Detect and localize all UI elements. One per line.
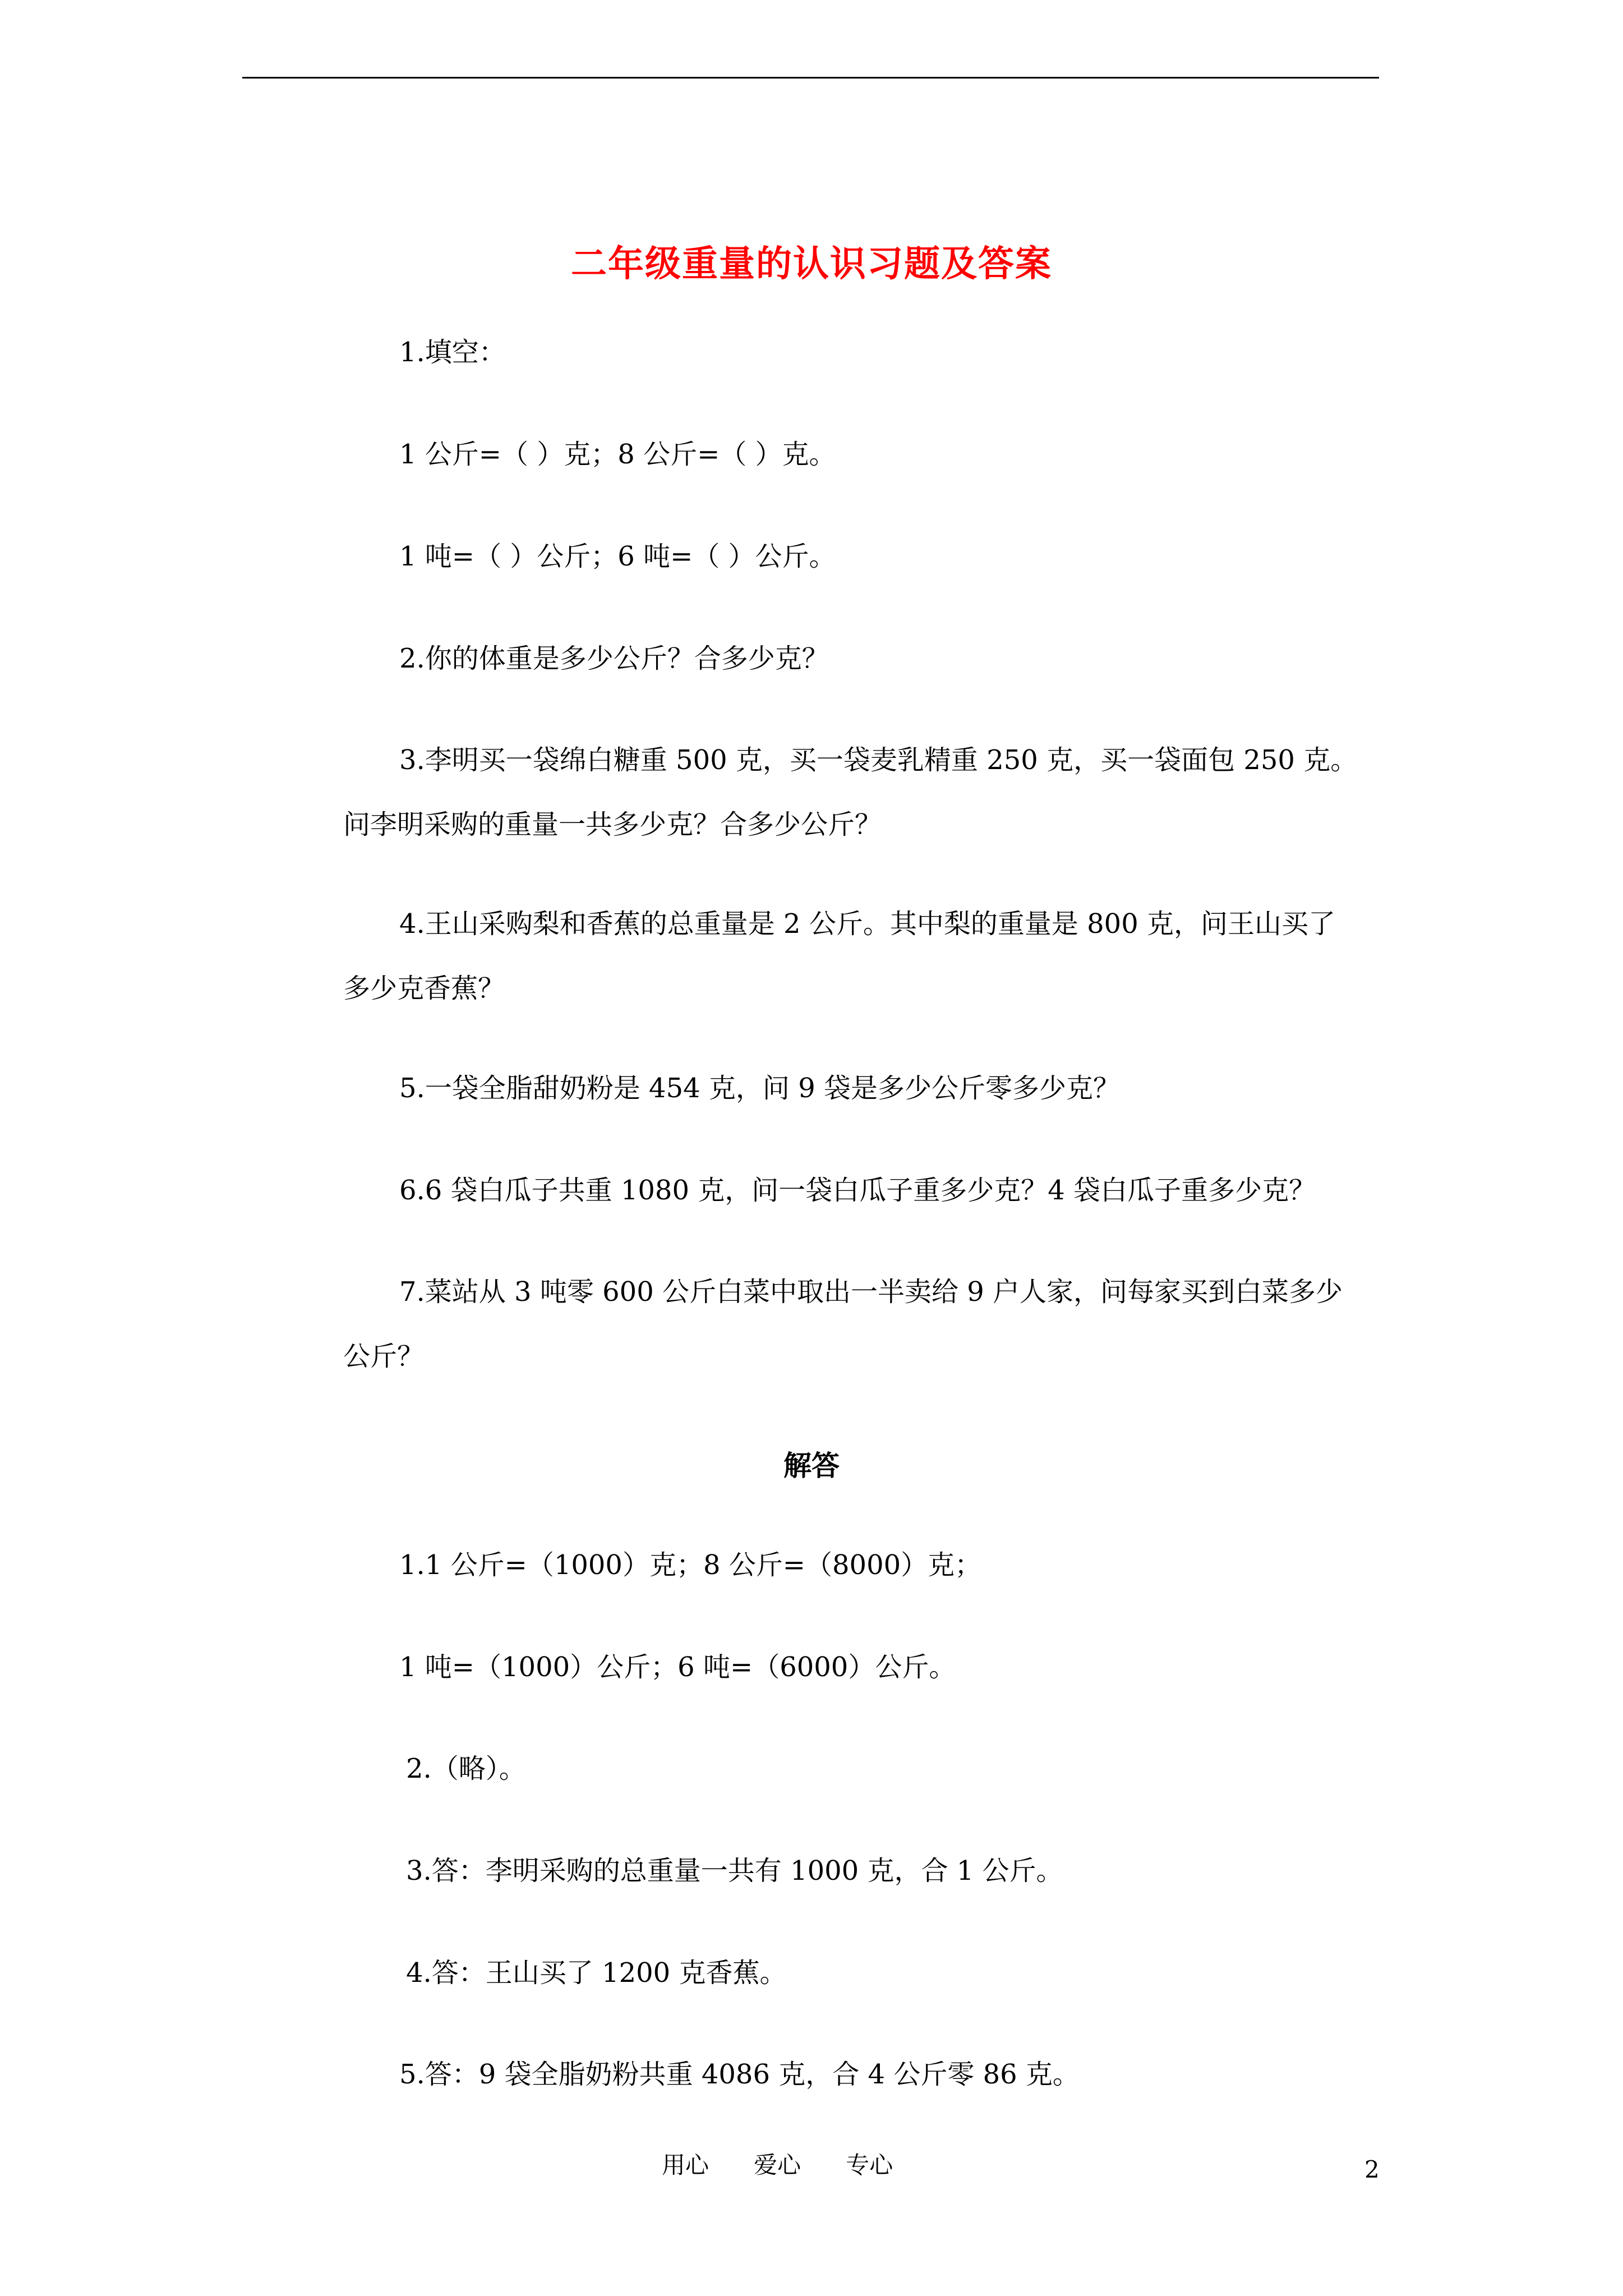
page-number: 2	[1364, 2156, 1380, 2183]
header-rule	[242, 77, 1379, 79]
answers-heading: 解答	[783, 1449, 840, 1482]
footer-motto: 用心 爱心 专心	[662, 2151, 893, 2179]
document-title: 二年级重量的认识习题及答案	[571, 242, 1052, 285]
